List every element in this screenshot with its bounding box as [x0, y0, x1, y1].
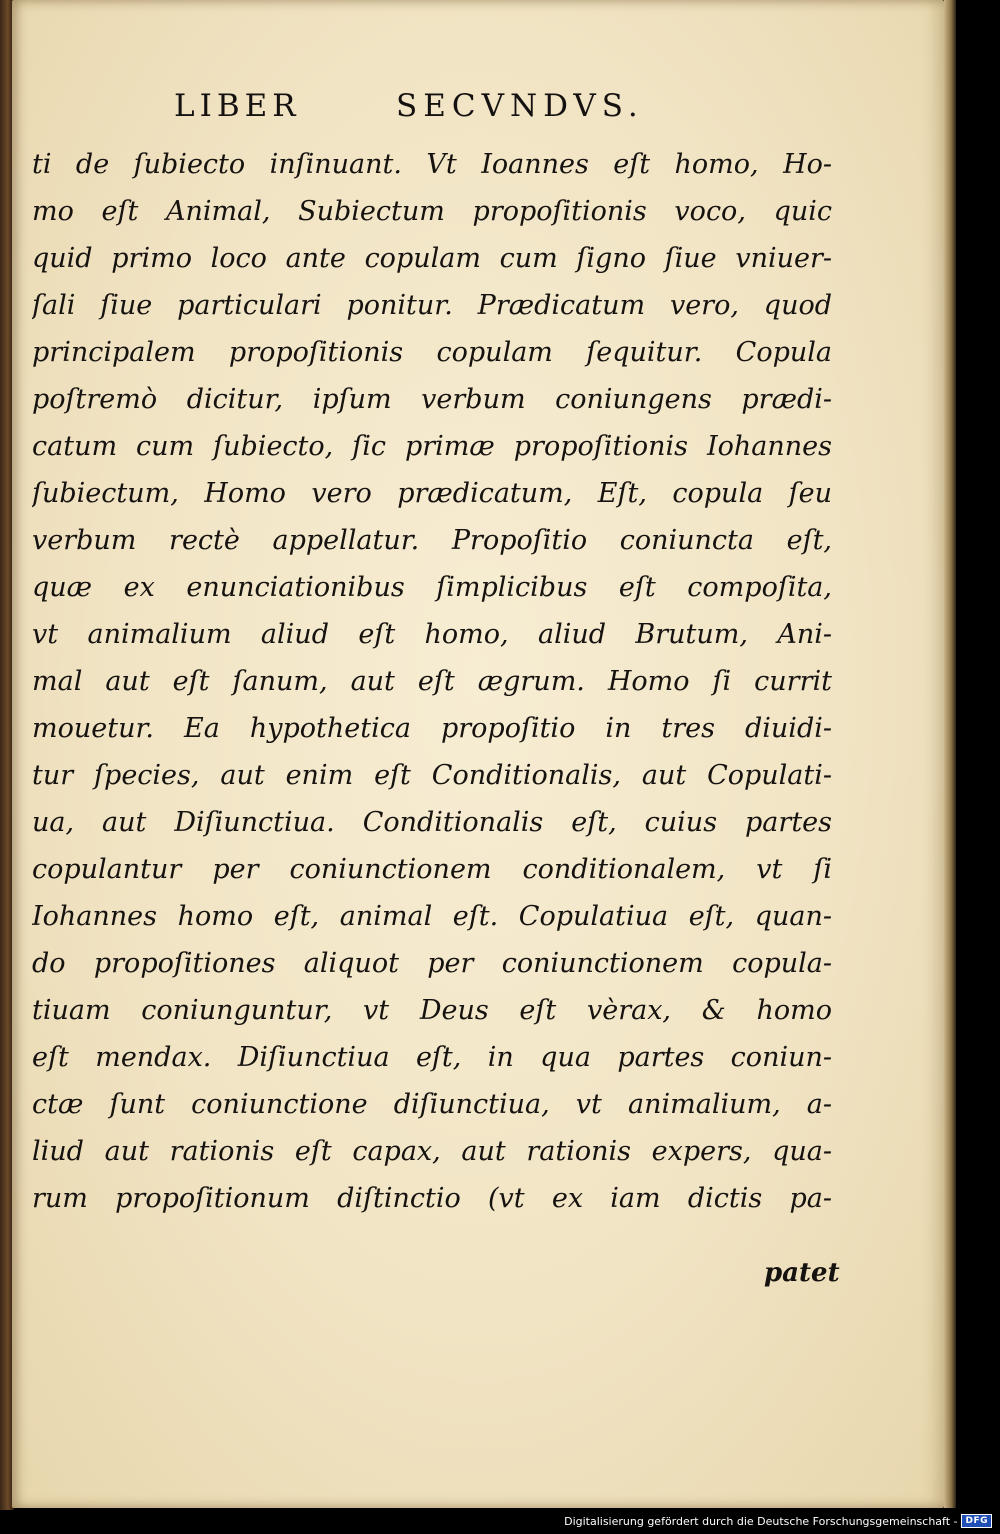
- book-page: [12, 0, 944, 1508]
- text-line: mouetur. Ea hypothetica propoſitio in tres diuidi-: [32, 713, 832, 744]
- text-line: tiuam coniunguntur, vt Deus eſt vèrax, & homo: [32, 995, 832, 1026]
- dfg-logo: DFG: [961, 1514, 992, 1528]
- text-line: vt animalium aliud eſt homo, aliud Brutum, Ani-: [32, 619, 832, 650]
- text-line: Iohannes homo eſt, animal eſt. Copulatiua eſt, quan-: [32, 901, 832, 932]
- running-head-left: LIBER: [174, 88, 301, 124]
- text-line: ua, aut Diſiunctiua. Conditionalis eſt, cuius partes: [32, 807, 832, 838]
- text-line: verbum rectè appellatur. Propoſitio coniuncta eſt,: [32, 525, 832, 556]
- text-line: quid primo loco ante copulam cum ſigno ſiue vniuer-: [32, 243, 832, 274]
- text-line: quæ ex enunciationibus ſimplicibus eſt compoſita,: [32, 572, 832, 603]
- text-line: ſali ſiue particulari ponitur. Prædicatum vero, quod: [32, 290, 832, 321]
- text-line: mal aut eſt ſanum, aut eſt ægrum. Homo ſi currit: [32, 666, 832, 697]
- text-line: mo eſt Animal, Subiectum propoſitionis voco, quic: [32, 196, 832, 227]
- running-head-right: SECVNDVS.: [396, 88, 644, 124]
- digitization-credit: [564, 1514, 992, 1528]
- catchword: patet: [764, 1258, 840, 1288]
- text-line: copulantur per coniunctionem conditionalem, vt ſi: [32, 854, 832, 885]
- text-line: ſubiectum, Homo vero prædicatum, Eſt, copula ſeu: [32, 478, 832, 509]
- text-line: tur ſpecies, aut enim eſt Conditionalis, aut Copulati-: [32, 760, 832, 791]
- text-line: rum propoſitionum diſtinctio (vt ex iam dictis pa-: [32, 1183, 832, 1214]
- text-line: catum cum ſubiecto, ſic primæ propoſitionis Iohannes: [32, 431, 832, 462]
- page-edge-right: [944, 0, 956, 1508]
- text-line: do propoſitiones aliquot per coniunctionem copula-: [32, 948, 832, 979]
- text-line: eſt mendax. Diſiunctiua eſt, in qua partes coniun-: [32, 1042, 832, 1073]
- text-line: ctæ ſunt coniunctione diſiunctiua, vt animalium, a-: [32, 1089, 832, 1120]
- text-line: poſtremò dicitur, ipſum verbum coniungens prædi-: [32, 384, 832, 415]
- body-text: [32, 141, 832, 1222]
- text-line: liud aut rationis eſt capax, aut rationis expers, qua-: [32, 1136, 832, 1167]
- text-line: ti de ſubiecto inſinuant. Vt Ioannes eſt homo, Ho-: [32, 149, 832, 180]
- text-line: principalem propoſitionis copulam ſequitur. Copula: [32, 337, 832, 368]
- credit-text: Digitalisierung gefördert durch die Deutsche Forschungsgemeinschaft -: [564, 1514, 958, 1528]
